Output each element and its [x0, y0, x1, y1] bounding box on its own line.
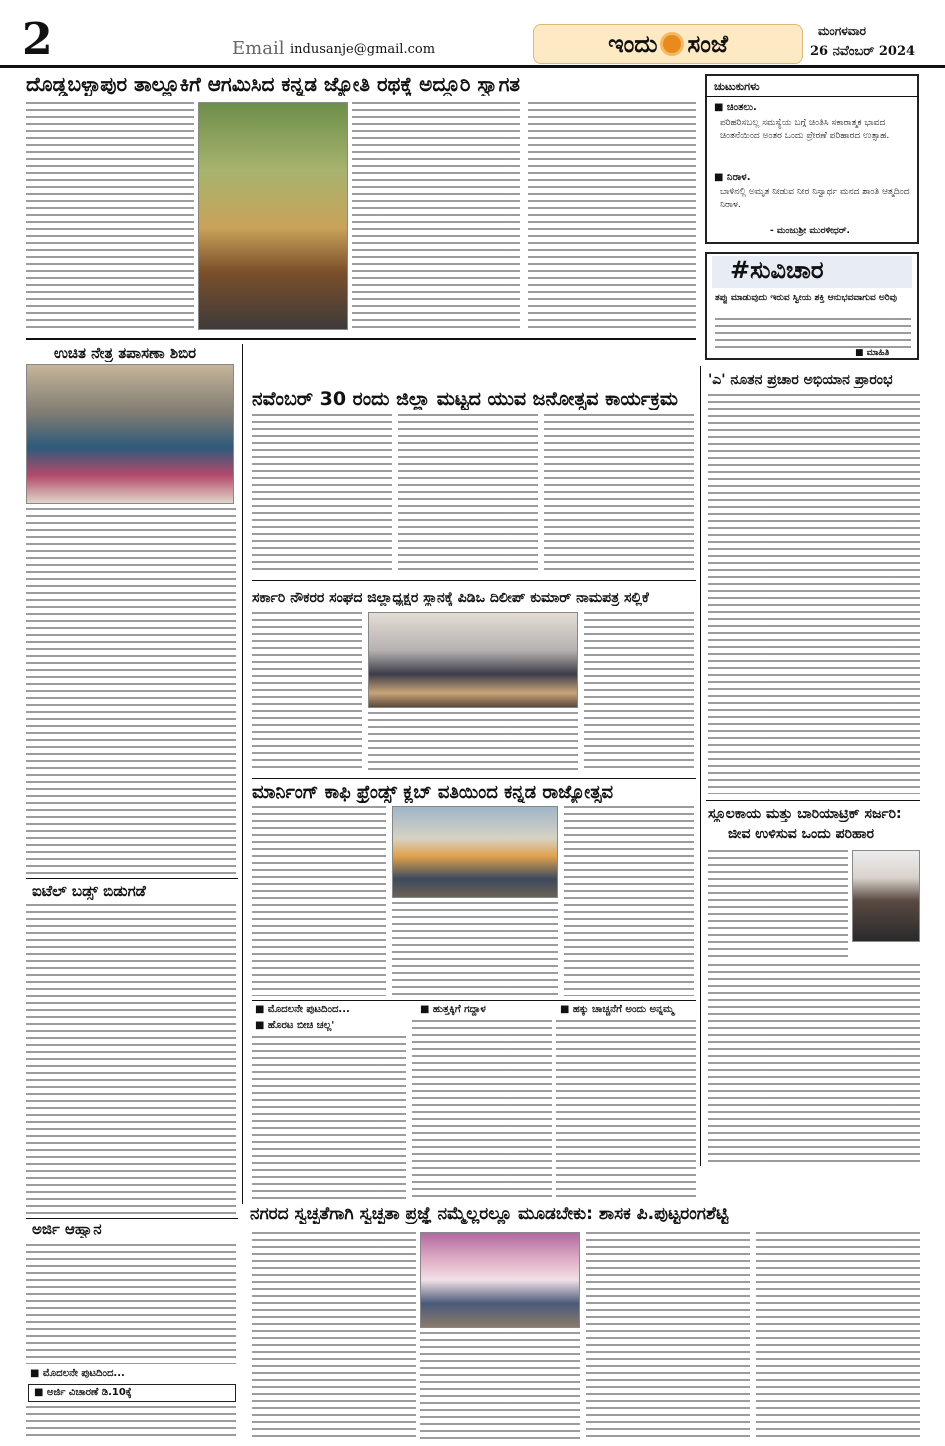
- campaign-text: [708, 394, 920, 794]
- thought-title: #ಸುವಿಚಾರ: [730, 256, 824, 284]
- lead-article-col-2: [352, 102, 520, 332]
- earbuds-rule: [26, 878, 238, 879]
- employees-rule: [252, 778, 696, 779]
- surgery-headline-2: ಜೀವ ಉಳಿಸುವ ಒಂದು ಪರಿಹಾರ: [728, 826, 875, 842]
- surgery-headline-1: ಸ್ಥೂಲಕಾಯ ಮತ್ತು ಬಾರಿಯಾಟ್ರಿಕ್ ಸರ್ಜರಿ:: [708, 806, 902, 822]
- employees-col-2: [584, 612, 694, 772]
- cleanliness-headline: ನಗರದ ಸ್ವಚ್ಛತೆಗಾಗಿ ಸ್ವಚ್ಛತಾ ಪ್ರಜ್ಞೆ ನಮ್ಮೆಲ್ಲರಲ್ಲೂ ಮೂಡಬೇಕು: ಶಾಸಕ ಪಿ.ಪುಟ್ಟರಂಗಶೆಟ್ಟಿ: [250, 1204, 729, 1224]
- morning-club-col-2: [564, 806, 694, 996]
- employees-headline: ಸರ್ಕಾರಿ ನೌಕರರ ಸಂಘದ ಜಿಲ್ಲಾಧ್ಯಕ್ಷರ ಸ್ಥಾನಕ್ಕೆ ಪಿಡಿಒ ದಿಲೀಪ್ ಕುಮಾರ್ ನಾಮಪತ್ರ ಸಲ್ಲಿಕೆ: [252, 590, 649, 606]
- thought-lead: ತಪ್ಪು ಮಾಡುವುದು ಇರುವ ಸ್ವೀಯ ಶಕ್ತಿ ಆನುಭವವಾಗುವ ಅರಿವು: [715, 293, 897, 303]
- logo-right-text: ಸಂಜೆ: [687, 30, 728, 58]
- continued-col-2: [412, 1020, 552, 1200]
- youth-fest-rule: [252, 580, 696, 581]
- lead-headline: ದೊಡ್ಡಬಳ್ಳಾಪುರ ತಾಲ್ಲೂಕಿಗೆ ಆಗಮಿಸಿದ ಕನ್ನಡ ಜ್ಯೋತಿ ರಥಕ್ಕೆ ಅದ್ದೂರಿ ಸ್ವಾಗತ: [26, 72, 521, 96]
- youth-fest-col-2: [398, 414, 538, 574]
- email-label: Email: [232, 38, 285, 59]
- continued-col-3: [556, 1020, 696, 1200]
- earbuds-text: [26, 904, 236, 1214]
- snippet-author: - ಮಂಜುಶ್ರೀ ಮುರಳೀಧರ್.: [770, 226, 850, 236]
- lead-article-col-3: [528, 102, 696, 332]
- right-column-divider: [700, 366, 701, 1166]
- continued-label-5: ■ ಮೊದಲನೇ ಪುಟದಿಂದ...: [30, 1368, 125, 1379]
- surgery-text-bottom: [708, 964, 920, 1164]
- campaign-headline: 'ಎ' ನೂತನ ಪ್ರಚಾರ ಅಭಿಯಾನ ಪ್ರಾರಂಭ: [708, 372, 893, 388]
- morning-club-col-1: [252, 806, 386, 996]
- earbuds-headline: ಐಟೆಲ್ ಬಡ್ಸ್ ಬಿಡುಗಡೆ: [32, 882, 146, 900]
- thought-body: [715, 318, 911, 348]
- issue-day: ಮಂಗಳವಾರ: [818, 24, 867, 38]
- snippets-box: [705, 74, 919, 244]
- continued-label-2: ■ ಹೊರಟ ಬೀಚಿ ಚಲ್ಲ': [255, 1020, 335, 1031]
- employees-col-3: [368, 712, 578, 772]
- youth-fest-col-3: [544, 414, 694, 574]
- cleanliness-col-4: [756, 1232, 920, 1440]
- cleanliness-photo: [420, 1232, 580, 1328]
- continued-label-1: ■ ಮೊದಲನೇ ಪುಟದಿಂದ...: [255, 1004, 350, 1015]
- youth-fest-headline: ನವೆಂಬರ್ 30 ರಂದು ಜಿಲ್ಲಾ ಮಟ್ಟದ ಯುವ ಜನೋತ್ಸವ ಕಾರ್ಯಕ್ರಮ: [252, 388, 678, 410]
- continued-label-3: ■ ಹುತ್ತಕ್ಕಿಗೆ ಗದ್ದಾಳ: [420, 1004, 486, 1015]
- snippet-1-text: ಪರಿಹರಿಸಬಲ್ಲ ಸಮಸ್ಯೆಯ ಬಗ್ಗೆ ಚಿಂತಿಸಿ ಸಕಾರಾತ್ಮಕ ಭಾವದ ಚಿಂತನೆಯಿಂದ ಅಂತರ ಒಂದು ಪ್ರೇರಣೆ ಪರಿಹಾರದ ಉತ್ಸಾಹ.: [720, 118, 890, 141]
- eye-camp-photo: [26, 364, 234, 504]
- campaign-rule: [706, 800, 920, 801]
- continued-label-4: ■ ಹಕ್ಕು ಚಾಚ್ಚನೆಗೆ ಅಂದು ಅನ್ನಮ್ಮ: [560, 1004, 674, 1015]
- eye-camp-text: [26, 508, 236, 878]
- youth-fest-col-1: [252, 414, 392, 574]
- sun-icon: [663, 35, 681, 53]
- application-tag: ■ ಅರ್ಜಿ ವಿಚಾರಣೆ ಡಿ.10ಕ್ಕೆ: [34, 1387, 132, 1398]
- page-number: 2: [22, 14, 53, 65]
- application-text: [26, 1244, 236, 1364]
- cleanliness-col-3: [586, 1232, 750, 1440]
- lead-article-col-1: [26, 102, 194, 332]
- surgery-text-top: [708, 850, 848, 960]
- eye-camp-headline: ಉಚಿತ ನೇತ್ರ ತಪಾಸಣಾ ಶಿಬಿರ: [54, 344, 197, 362]
- morning-club-headline: ಮಾರ್ನಿಂಗ್ ಕಾಫಿ ಫ್ರೆಂಡ್ಸ್ ಕ್ಲಬ್ ವತಿಯಿಂದ ಕನ್ನಡ ರಾಜ್ಯೋತ್ಸವ: [252, 782, 614, 803]
- snippet-2-text: ಬಾಳಿನಲ್ಲಿ ಅಮೃತ ನೀಡುವ ನೀರ ನಿಸ್ವಾರ್ಥ ಮನದ ಶಾಂತಿ ಆತ್ಮದಿಂದ ನಿರಾಳ.: [720, 187, 910, 210]
- snippets-title: ಚುಟುಕುಗಳು: [714, 80, 760, 93]
- doctor-portrait: [852, 850, 920, 942]
- thought-source: ■ ಮಾಹಿತಿ: [855, 348, 890, 358]
- continued-strip-rule: [252, 1000, 696, 1001]
- masthead: [0, 0, 945, 68]
- lead-photo-kannada-jyothi-ratha: [198, 102, 348, 330]
- application-rule: [26, 1218, 238, 1219]
- morning-club-photo: [392, 806, 558, 898]
- newspaper-logo: [533, 24, 803, 64]
- snippets-divider: [705, 96, 919, 97]
- morning-club-col-3: [392, 902, 558, 996]
- application-tag-text: [26, 1406, 236, 1440]
- cleanliness-col-2: [420, 1332, 580, 1440]
- lead-bottom-rule: [26, 338, 696, 340]
- continued-col-1: [252, 1036, 406, 1200]
- column-divider: [242, 344, 243, 1204]
- email-address: indusanje@gmail.com: [290, 42, 436, 57]
- employees-photo: [368, 612, 578, 708]
- issue-date: 26 ನವೆಂಬರ್ 2024: [810, 44, 916, 59]
- application-headline: ಅರ್ಜಿ ಆಹ್ವಾನ: [32, 1220, 102, 1238]
- logo-left-text: ಇಂದು: [608, 30, 658, 58]
- cleanliness-col-1: [252, 1232, 416, 1440]
- employees-col-1: [252, 612, 362, 772]
- snippet-1-label: ■ ಚಿಂತಲು.: [714, 102, 757, 113]
- snippet-2-label: ■ ನಿರಾಳ.: [714, 172, 751, 183]
